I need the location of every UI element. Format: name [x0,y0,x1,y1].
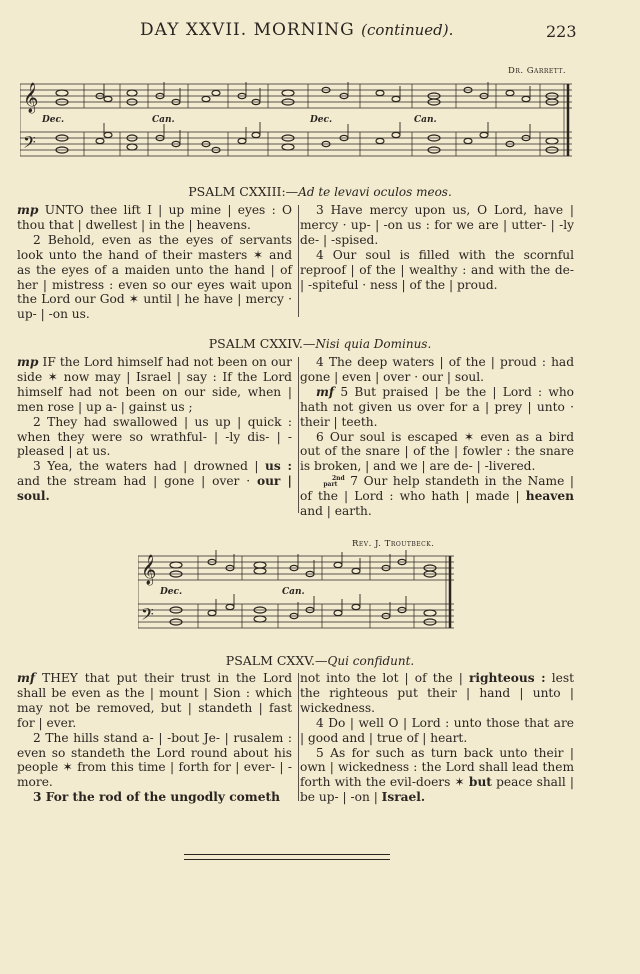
end-rule-thin [184,859,390,860]
svg-text:𝄢: 𝄢 [23,132,36,156]
column-divider-2 [298,357,299,513]
column-divider-1 [298,205,299,317]
chant-label-can-1: Can. [152,115,175,125]
psalm-123-left-column [17,203,292,322]
chant-label-can-2: Can. [414,115,437,125]
psalm-125-verse-2: 2 The hills stand a- | -bout Je- | rusalem : even so standeth the Lord round about his people ✶ from this time | forth for | ever- | -more. [17,730,292,790]
chant-score-1 [20,78,576,164]
svg-text:𝄞: 𝄞 [141,555,157,585]
psalm-124-verse-7: 2nd part 7 Our help standeth in the Name | of the | Lord : who hath | made | heaven and | earth. [300,474,574,519]
psalm-124-verse-1: mp IF the Lord himself had not been on our side ✶ now may | Israel | say : If the Lord himself had not been on our side, when | men rose | up a- | gainst us ; [17,355,292,414]
page-number: 223 [546,22,577,41]
psalm-125-verse-4: 4 Do | well O | Lord : unto those that are | good and | true of | heart. [300,715,574,745]
psalm-123-verse-4: 4 Our soul is filled with the scornful reproof | of the | wealthy : and with the de- | -spiteful · ness | of the | proud. [300,247,574,292]
end-rule [184,854,390,855]
page-header-title: DAY XXVII. MORNING (continued). [140,20,454,40]
psalm-123-right-column [300,203,574,292]
psalm-124-verse-6: 6 Our soul is escaped ✶ even as a bird out of the snare | of the | fowler : the snare is broken, | and we | are de- | -livered. [300,429,574,474]
chant-label-dec-3: Dec. [160,587,183,597]
psalm-123-verse-3: 3 Have mercy upon us, O Lord, have | mercy · up- | -on us : for we are | utter- | -ly de- | -spised. [300,203,574,247]
psalm-124-verse-4: 4 The deep waters | of the | proud : had gone | even | over · our | soul. [300,355,574,384]
psalm-124-verse-2: 2 They had swallowed | us up | quick : when they were so wrathful- | -ly dis- | -pleased | at us. [17,414,292,459]
psalm-124-verse-5: mf 5 But praised | be the | Lord : who hath not given us over for a | prey | unto · their | teeth. [300,384,575,429]
composer-credit-2: Rev. J. Troutbeck. [352,539,435,549]
psalm-124-verse-3: 3 Yea, the waters had | drowned | us : and the stream had | gone | over · our | soul. [17,459,292,504]
second-part-marker: 2nd part [323,474,345,488]
chant-label-dec-2: Dec. [310,115,333,125]
psalm-125-verse-3-cont: not into the lot | of the | righteous : lest the righteous put their | hand | unto | wickedness. [300,671,574,715]
psalm-123-verse-2: 2 Behold, even as the eyes of servants look unto the hand of their masters ✶ and as the eyes of a maiden unto the hand | of her | mistress : even so our eyes wait upon the Lord our God ✶ until | he have | mercy · up- | -on us. [17,232,292,322]
svg-text:𝄢: 𝄢 [141,604,154,628]
psalm-125-verse-3: 3 For the rod of the ungodly cometh [33,790,280,805]
psalm-125-verse-1: mf THEY that put their trust in the Lord shall be even as the | mount | Sion : which may not be removed, but | standeth | fast for | ever. [17,671,293,730]
chant-label-can-3: Can. [282,587,305,597]
psalm-125-left-column [17,671,292,805]
psalm-124-left-column [17,355,292,504]
psalm-124-right-column [300,355,574,519]
psalm-123-heading: PSALM CXXIII:—Ad te levavi oculos meos. [188,184,452,199]
psalm-125-verse-5: 5 As for such as turn back unto their | own | wickedness : the Lord shall lead them forth with the evil-doers ✶ but peace shall | be up- | -on | Israel. [300,745,575,805]
column-divider-3 [298,673,299,801]
psalm-125-heading: PSALM CXXV.—Qui confidunt. [225,653,415,668]
psalm-125-right-column [300,671,574,805]
psalm-124-heading: PSALM CXXIV.—Nisi quia Dominus. [208,336,432,351]
psalm-123-verse-1: mp UNTO thee lift I | up mine | eyes : O thou that | dwellest | in the | heavens. [17,203,293,232]
chant-label-dec-1: Dec. [42,115,65,125]
svg-text:𝄞: 𝄞 [23,83,39,113]
composer-credit-1: Dr. Garrett. [508,66,567,76]
